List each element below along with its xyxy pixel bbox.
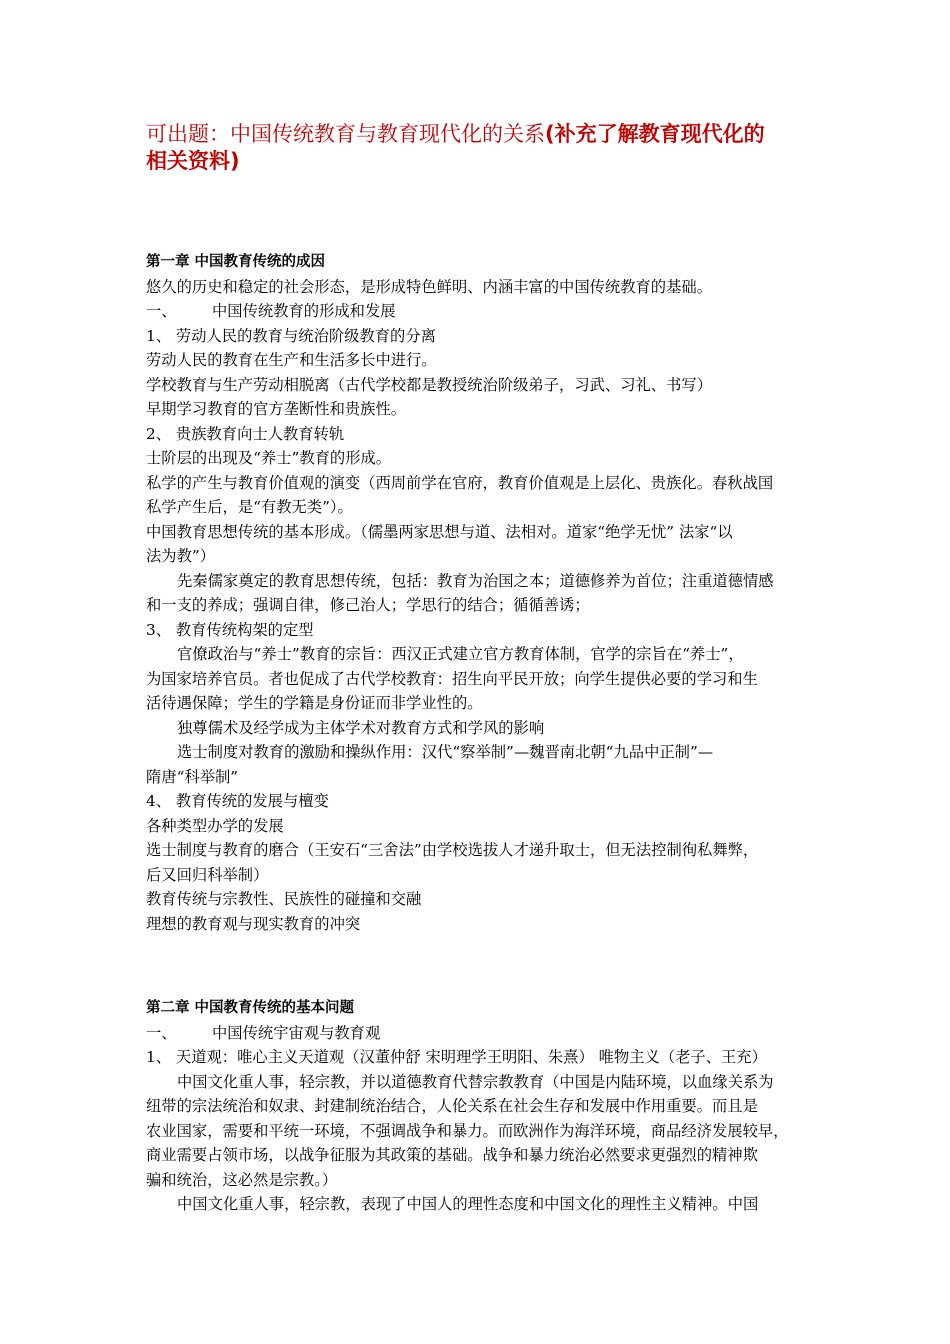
subsection-heading: 4、 教育传统的发展与檀变 bbox=[146, 792, 329, 810]
paragraph-line: 教育传统与宗教性、民族性的碰撞和交融 bbox=[146, 890, 422, 908]
paragraph-line: 劳动人民的教育在生产和生活多长中进行。 bbox=[146, 351, 437, 369]
subsection-heading: 3、 教育传统构架的定型 bbox=[146, 620, 314, 639]
title-bold-part1: (补充了解教育现代化的 bbox=[545, 122, 765, 146]
section-title: 中国传统宇宙观与教育观 bbox=[212, 1023, 381, 1042]
paragraph-line: 独尊儒术及经学成为主体学术对教育方式和学风的影响 bbox=[177, 718, 545, 737]
paragraph-line: 隋唐“科举制” bbox=[146, 767, 239, 786]
chapter-1 bbox=[146, 250, 818, 936]
paragraph-line: 法为教”） bbox=[146, 547, 216, 565]
chapter-1-heading: 第一章 中国教育传统的成因 bbox=[146, 254, 326, 270]
paragraph-line: 为国家培养官员。者也促成了古代学校教育：招生向平民开放；向学生提供必要的学习和生 bbox=[146, 669, 758, 688]
paragraph-line: 中国文化重人事，轻宗教，并以道德教育代替宗教教育（中国是内陆环境，以血缘关系为 bbox=[177, 1072, 774, 1091]
paragraph-line: 各种类型办学的发展 bbox=[146, 816, 284, 835]
chapter-2 bbox=[146, 996, 818, 1217]
paragraph-line: 农业国家，需要和平统一环境，不强调战争和暴力。而欧洲作为海洋环境，商品经济发展较早， bbox=[146, 1121, 789, 1140]
paragraph-line: 士阶层的出现及“养士”教育的形成。 bbox=[146, 449, 392, 467]
paragraph-line: 活待遇保障；学生的学籍是身份证而非学业性的。 bbox=[146, 694, 483, 712]
subsection-heading: 1、 天道观：唯心主义天道观（汉董仲舒 宋明理学王明阳、朱熹） 唯物主义（老子、王充） bbox=[146, 1048, 767, 1066]
paragraph-line: 官僚政治与“养士”教育的宗旨：西汉正式建立官方教育体制，官学的宗旨在“养士”， bbox=[177, 645, 744, 663]
paragraph-line: 骗和统治，这必然是宗教。） bbox=[146, 1170, 338, 1189]
section-number: 一、 bbox=[146, 302, 177, 320]
paragraph-line: 先秦儒家奠定的教育思想传统，包括：教育为治国之本；道德修养为首位；注重道德情感 bbox=[177, 571, 774, 590]
paragraph-line: 学校教育与生产劳动相脱离（古代学校都是教授统治阶级弟子，习武、习礼、书写） bbox=[146, 375, 712, 394]
paragraph-line: 悠久的历史和稳定的社会形态，是形成特色鲜明、内涵丰富的中国传统教育的基础。 bbox=[146, 277, 712, 296]
subsection-heading: 2、 贵族教育向士人教育转轨 bbox=[146, 424, 345, 443]
paragraph-line: 中国教育思想传统的基本形成。（儒墨两家思想与道、法相对。道家“绝学无忧” 法家“以 bbox=[146, 522, 733, 541]
paragraph-line: 和一支的养成；强调自律，修己治人；学思行的结合；循循善诱； bbox=[146, 596, 590, 614]
title-bold-part2: 相关资料) bbox=[146, 149, 240, 173]
paragraph-line: 理想的教育观与现实教育的冲突 bbox=[146, 914, 361, 933]
section-heading bbox=[146, 299, 818, 324]
chapter-2-heading: 第二章 中国教育传统的基本问题 bbox=[146, 1000, 355, 1016]
section-heading bbox=[146, 1021, 818, 1046]
paragraph-line: 商业需要占领市场，以战争征服为其政策的基础。战争和暴力统治必然要求更强烈的精神欺 bbox=[146, 1146, 758, 1164]
paragraph-line: 纽带的宗法统治和奴隶、封建制统治结合，人伦关系在社会生存和发展中作用重要。而且是 bbox=[146, 1097, 758, 1115]
section-title: 中国传统教育的形成和发展 bbox=[212, 302, 396, 320]
paragraph-line: 私学产生后，是“有教无类”）。 bbox=[146, 498, 353, 516]
paragraph-line: 选士制度与教育的磨合（王安石“三舍法”由学校选拔人才递升取士，但无法控制徇私舞弊， bbox=[146, 841, 759, 859]
paragraph-line: 早期学习教育的官方垄断性和贵族性。 bbox=[146, 400, 407, 418]
paragraph-line: 中国文化重人事，轻宗教，表现了中国人的理性态度和中国文化的理性主义精神。中国 bbox=[177, 1195, 759, 1213]
section-number: 一、 bbox=[146, 1023, 177, 1042]
paragraph-line: 选士制度对教育的激励和操纵作用：汉代“察举制”—魏晋南北朝“九品中正制”— bbox=[177, 743, 714, 761]
paragraph-line: 私学的产生与教育价值观的演变（西周前学在官府，教育价值观是上层化、贵族化。春秋战国 bbox=[146, 473, 774, 492]
page-title bbox=[146, 121, 826, 175]
paragraph-line: 后又回归科举制） bbox=[146, 865, 269, 884]
subsection-heading: 1、 劳动人民的教育与统治阶级教育的分离 bbox=[146, 326, 436, 345]
title-normal: 可出题：中国传统教育与教育现代化的关系 bbox=[146, 122, 545, 146]
